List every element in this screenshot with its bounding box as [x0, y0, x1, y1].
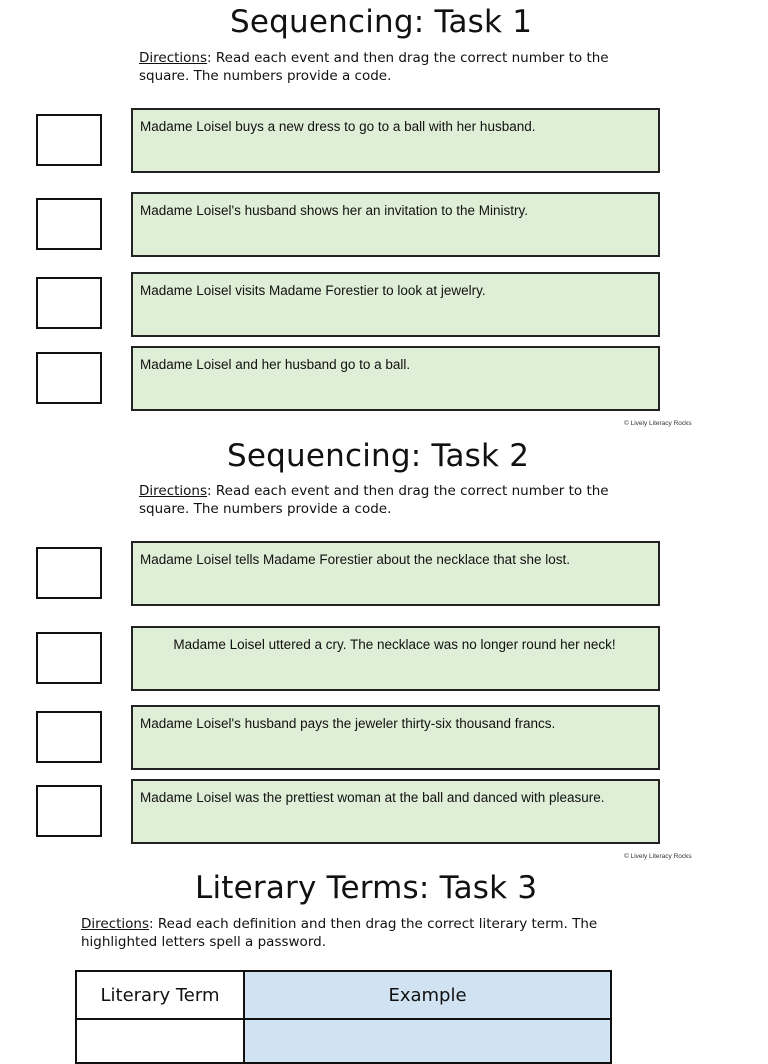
task3-directions	[81, 915, 661, 951]
task1-copyright: © Lively Literacy Rocks	[624, 420, 692, 427]
task1-directions-text: : Read each event and then drag the correct number to the square. The numbers provide a code.	[139, 50, 609, 84]
task2-answer-box-2[interactable]	[36, 632, 102, 684]
task2-event-card-3[interactable]: Madame Loisel's husband pays the jeweler thirty-six thousand francs.	[131, 705, 660, 770]
task2-event-card-4[interactable]: Madame Loisel was the prettiest woman at the ball and danced with pleasure.	[131, 779, 660, 844]
task2-directions-text: : Read each event and then drag the correct number to the square. The numbers provide a code.	[139, 483, 609, 517]
task1-event-card-1[interactable]: Madame Loisel buys a new dress to go to a ball with her husband.	[131, 108, 660, 173]
task3-title: Literary Terms: Task 3	[195, 870, 538, 906]
task2-event-card-1[interactable]: Madame Loisel tells Madame Forestier about the necklace that she lost.	[131, 541, 660, 606]
task2-title: Sequencing: Task 2	[227, 438, 530, 474]
literary-terms-table	[75, 970, 612, 1064]
header-literary-term: Literary Term	[76, 971, 244, 1019]
term-drop-cell[interactable]	[76, 1019, 244, 1063]
task1-answer-box-3[interactable]	[36, 277, 102, 329]
task1-directions-label: Directions	[139, 50, 208, 66]
example-cell	[244, 1019, 611, 1063]
task2-directions-label: Directions	[139, 483, 208, 499]
task1-answer-box-4[interactable]	[36, 352, 102, 404]
task1-event-card-3[interactable]: Madame Loisel visits Madame Forestier to look at jewelry.	[131, 272, 660, 337]
task1-directions	[139, 49, 659, 85]
task3-directions-text: : Read each definition and then drag the correct literary term. The highlighted letters spell a password.	[81, 916, 598, 950]
task1-title: Sequencing: Task 1	[230, 4, 533, 40]
task3-directions-label: Directions	[81, 916, 150, 932]
task2-directions	[139, 482, 659, 518]
task1-event-card-2[interactable]: Madame Loisel's husband shows her an invitation to the Ministry.	[131, 192, 660, 257]
task1-answer-box-2[interactable]	[36, 198, 102, 250]
table-row	[76, 1019, 611, 1063]
task1-event-card-4[interactable]: Madame Loisel and her husband go to a ball.	[131, 346, 660, 411]
task1-answer-box-1[interactable]	[36, 114, 102, 166]
task2-event-card-2[interactable]: Madame Loisel uttered a cry. The necklace was no longer round her neck!	[131, 626, 660, 691]
table-header-row	[76, 971, 611, 1019]
task2-answer-box-3[interactable]	[36, 711, 102, 763]
task2-copyright: © Lively Literacy Rocks	[624, 853, 692, 860]
task2-answer-box-1[interactable]	[36, 547, 102, 599]
header-example: Example	[244, 971, 611, 1019]
task2-answer-box-4[interactable]	[36, 785, 102, 837]
